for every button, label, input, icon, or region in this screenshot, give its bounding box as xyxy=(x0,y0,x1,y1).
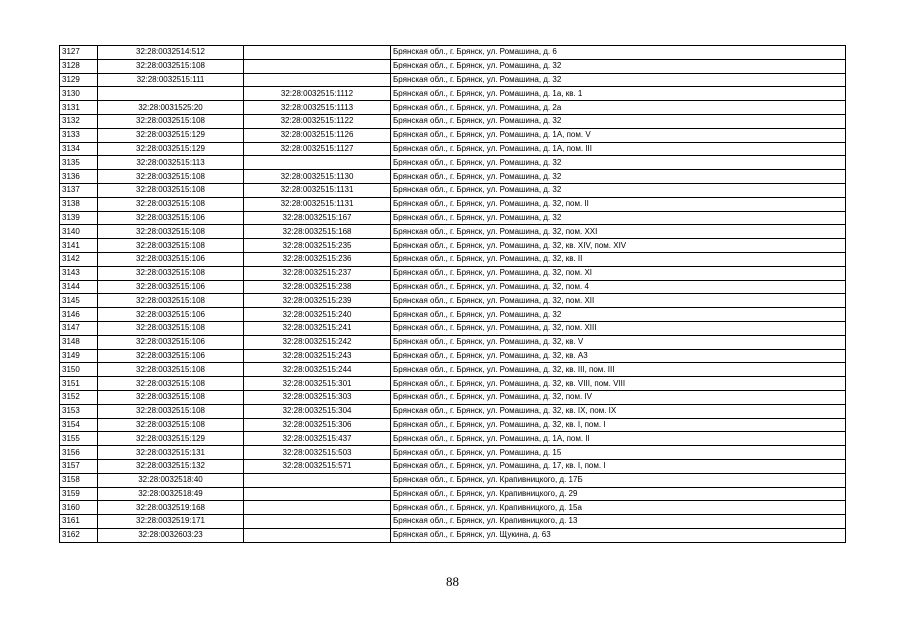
row-number-cell: 3143 xyxy=(60,266,98,280)
row-number-cell: 3154 xyxy=(60,418,98,432)
table-row xyxy=(60,308,846,322)
row-number-cell: 3138 xyxy=(60,197,98,211)
address-cell: Брянская обл., г. Брянск, ул. Ромашина, д. 15 xyxy=(391,446,846,460)
cadastral-number-cell: 32:28:0032515:108 xyxy=(98,114,244,128)
sub-cadastral-number-cell: 32:28:0032515:235 xyxy=(244,239,391,253)
row-number-cell: 3160 xyxy=(60,501,98,515)
address-cell: Брянская обл., г. Брянск, ул. Ромашина, д. 32 xyxy=(391,170,846,184)
address-cell: Брянская обл., г. Брянск, ул. Ромашина, д. 32, пом. II xyxy=(391,197,846,211)
sub-cadastral-number-cell xyxy=(244,501,391,515)
cadastral-number-cell: 32:28:0031525:20 xyxy=(98,101,244,115)
row-number-cell: 3155 xyxy=(60,432,98,446)
sub-cadastral-number-cell: 32:28:0032515:503 xyxy=(244,446,391,460)
address-cell: Брянская обл., г. Брянск, ул. Ромашина, д. 32, пом. IV xyxy=(391,390,846,404)
table-row xyxy=(60,239,846,253)
table-row xyxy=(60,432,846,446)
cadastral-number-cell: 32:28:0032515:106 xyxy=(98,252,244,266)
sub-cadastral-number-cell xyxy=(244,515,391,529)
sub-cadastral-number-cell: 32:28:0032515:236 xyxy=(244,252,391,266)
row-number-cell: 3147 xyxy=(60,321,98,335)
row-number-cell: 3131 xyxy=(60,101,98,115)
table-row xyxy=(60,101,846,115)
table-row xyxy=(60,377,846,391)
sub-cadastral-number-cell: 32:28:0032515:571 xyxy=(244,459,391,473)
address-cell: Брянская обл., г. Брянск, ул. Ромашина, д. 32, кв. III, пом. III xyxy=(391,363,846,377)
address-cell: Брянская обл., г. Брянск, ул. Ромашина, д. 32 xyxy=(391,308,846,322)
table-row xyxy=(60,446,846,460)
row-number-cell: 3133 xyxy=(60,128,98,142)
cadastral-number-cell: 32:28:0032515:108 xyxy=(98,418,244,432)
row-number-cell: 3136 xyxy=(60,170,98,184)
row-number-cell: 3132 xyxy=(60,114,98,128)
table-row xyxy=(60,473,846,487)
sub-cadastral-number-cell xyxy=(244,487,391,501)
row-number-cell: 3159 xyxy=(60,487,98,501)
sub-cadastral-number-cell: 32:28:0032515:1127 xyxy=(244,142,391,156)
cadastral-number-cell: 32:28:0032515:108 xyxy=(98,225,244,239)
table-row xyxy=(60,128,846,142)
address-cell: Брянская обл., г. Брянск, ул. Ромашина, д. 2а xyxy=(391,101,846,115)
sub-cadastral-number-cell: 32:28:0032515:1113 xyxy=(244,101,391,115)
address-cell: Брянская обл., г. Брянск, ул. Ромашина, д. 32 xyxy=(391,59,846,73)
cadastral-number-cell: 32:28:0032519:168 xyxy=(98,501,244,515)
cadastral-number-cell: 32:28:0032519:171 xyxy=(98,515,244,529)
address-cell: Брянская обл., г. Брянск, ул. Щукина, д. 63 xyxy=(391,528,846,542)
address-cell: Брянская обл., г. Брянск, ул. Ромашина, д. 32, пом. 4 xyxy=(391,280,846,294)
address-cell: Брянская обл., г. Брянск, ул. Ромашина, д. 32 xyxy=(391,183,846,197)
sub-cadastral-number-cell: 32:28:0032515:167 xyxy=(244,211,391,225)
table-row xyxy=(60,349,846,363)
sub-cadastral-number-cell: 32:28:0032515:242 xyxy=(244,335,391,349)
address-cell: Брянская обл., г. Брянск, ул. Ромашина, д. 32, кв. VIII, пом. VIII xyxy=(391,377,846,391)
address-cell: Брянская обл., г. Брянск, ул. Крапивницкого, д. 17Б xyxy=(391,473,846,487)
cadastral-number-cell: 32:28:0032515:108 xyxy=(98,363,244,377)
sub-cadastral-number-cell xyxy=(244,46,391,60)
property-registry-table xyxy=(59,45,846,543)
sub-cadastral-number-cell: 32:28:0032515:437 xyxy=(244,432,391,446)
cadastral-number-cell: 32:28:0032515:132 xyxy=(98,459,244,473)
sub-cadastral-number-cell: 32:28:0032515:243 xyxy=(244,349,391,363)
cadastral-number-cell: 32:28:0032515:129 xyxy=(98,142,244,156)
address-cell: Брянская обл., г. Брянск, ул. Ромашина, д. 32, пом. XII xyxy=(391,294,846,308)
sub-cadastral-number-cell xyxy=(244,59,391,73)
table-row xyxy=(60,59,846,73)
cadastral-number-cell: 32:28:0032515:108 xyxy=(98,377,244,391)
cadastral-number-cell: 32:28:0032515:129 xyxy=(98,128,244,142)
row-number-cell: 3135 xyxy=(60,156,98,170)
cadastral-number-cell: 32:28:0032515:108 xyxy=(98,266,244,280)
table-row xyxy=(60,252,846,266)
cadastral-number-cell: 32:28:0032515:129 xyxy=(98,432,244,446)
address-cell: Брянская обл., г. Брянск, ул. Ромашина, д. 32, пом. XIII xyxy=(391,321,846,335)
sub-cadastral-number-cell: 32:28:0032515:168 xyxy=(244,225,391,239)
address-cell: Брянская обл., г. Брянск, ул. Ромашина, д. 32, кв. I, пом. I xyxy=(391,418,846,432)
row-number-cell: 3156 xyxy=(60,446,98,460)
cadastral-number-cell xyxy=(98,87,244,101)
table-row xyxy=(60,404,846,418)
row-number-cell: 3146 xyxy=(60,308,98,322)
sub-cadastral-number-cell: 32:28:0032515:306 xyxy=(244,418,391,432)
sub-cadastral-number-cell: 32:28:0032515:244 xyxy=(244,363,391,377)
cadastral-number-cell: 32:28:0032518:40 xyxy=(98,473,244,487)
cadastral-number-cell: 32:28:0032515:111 xyxy=(98,73,244,87)
address-cell: Брянская обл., г. Брянск, ул. Ромашина, д. 32, кв. V xyxy=(391,335,846,349)
address-cell: Брянская обл., г. Брянск, ул. Ромашина, д. 6 xyxy=(391,46,846,60)
address-cell: Брянская обл., г. Брянск, ул. Крапивницкого, д. 29 xyxy=(391,487,846,501)
table-row xyxy=(60,170,846,184)
address-cell: Брянская обл., г. Брянск, ул. Ромашина, д. 32 xyxy=(391,73,846,87)
table-row xyxy=(60,87,846,101)
address-cell: Брянская обл., г. Брянск, ул. Ромашина, д. 32, кв. XIV, пом. XIV xyxy=(391,239,846,253)
cadastral-number-cell: 32:28:0032515:131 xyxy=(98,446,244,460)
table-row xyxy=(60,225,846,239)
address-cell: Брянская обл., г. Брянск, ул. Ромашина, д. 32 xyxy=(391,156,846,170)
row-number-cell: 3162 xyxy=(60,528,98,542)
row-number-cell: 3161 xyxy=(60,515,98,529)
sub-cadastral-number-cell: 32:28:0032515:1126 xyxy=(244,128,391,142)
row-number-cell: 3144 xyxy=(60,280,98,294)
sub-cadastral-number-cell: 32:28:0032515:241 xyxy=(244,321,391,335)
cadastral-number-cell: 32:28:0032515:108 xyxy=(98,197,244,211)
cadastral-number-cell: 32:28:0032515:106 xyxy=(98,349,244,363)
cadastral-number-cell: 32:28:0032518:49 xyxy=(98,487,244,501)
sub-cadastral-number-cell: 32:28:0032515:1131 xyxy=(244,183,391,197)
table-row xyxy=(60,114,846,128)
cadastral-number-cell: 32:28:0032515:106 xyxy=(98,211,244,225)
address-cell: Брянская обл., г. Брянск, ул. Ромашина, д. 1а, кв. 1 xyxy=(391,87,846,101)
sub-cadastral-number-cell: 32:28:0032515:304 xyxy=(244,404,391,418)
table-row xyxy=(60,390,846,404)
cadastral-number-cell: 32:28:0032515:106 xyxy=(98,308,244,322)
table-row xyxy=(60,73,846,87)
row-number-cell: 3139 xyxy=(60,211,98,225)
sub-cadastral-number-cell: 32:28:0032515:1122 xyxy=(244,114,391,128)
table-row xyxy=(60,321,846,335)
table-row xyxy=(60,335,846,349)
row-number-cell: 3151 xyxy=(60,377,98,391)
sub-cadastral-number-cell: 32:28:0032515:301 xyxy=(244,377,391,391)
address-cell: Брянская обл., г. Брянск, ул. Ромашина, д. 32, пом. XXI xyxy=(391,225,846,239)
cadastral-number-cell: 32:28:0032515:108 xyxy=(98,183,244,197)
sub-cadastral-number-cell: 32:28:0032515:1130 xyxy=(244,170,391,184)
address-cell: Брянская обл., г. Брянск, ул. Крапивницкого, д. 13 xyxy=(391,515,846,529)
cadastral-number-cell: 32:28:0032515:108 xyxy=(98,390,244,404)
table-row xyxy=(60,528,846,542)
address-cell: Брянская обл., г. Брянск, ул. Ромашина, д. 1А, пом. V xyxy=(391,128,846,142)
row-number-cell: 3153 xyxy=(60,404,98,418)
table-row xyxy=(60,156,846,170)
table-row xyxy=(60,46,846,60)
table-row xyxy=(60,487,846,501)
sub-cadastral-number-cell xyxy=(244,156,391,170)
sub-cadastral-number-cell: 32:28:0032515:1112 xyxy=(244,87,391,101)
sub-cadastral-number-cell xyxy=(244,528,391,542)
row-number-cell: 3128 xyxy=(60,59,98,73)
table-row xyxy=(60,363,846,377)
row-number-cell: 3141 xyxy=(60,239,98,253)
row-number-cell: 3152 xyxy=(60,390,98,404)
cadastral-number-cell: 32:28:0032515:108 xyxy=(98,404,244,418)
address-cell: Брянская обл., г. Брянск, ул. Ромашина, д. 1А, пом. III xyxy=(391,142,846,156)
address-cell: Брянская обл., г. Брянск, ул. Ромашина, д. 17, кв. I, пом. I xyxy=(391,459,846,473)
table-row xyxy=(60,418,846,432)
table-row xyxy=(60,501,846,515)
sub-cadastral-number-cell: 32:28:0032515:238 xyxy=(244,280,391,294)
cadastral-number-cell: 32:28:0032514:512 xyxy=(98,46,244,60)
address-cell: Брянская обл., г. Брянск, ул. Ромашина, д. 32 xyxy=(391,114,846,128)
registry-table-body xyxy=(60,46,846,543)
cadastral-number-cell: 32:28:0032515:108 xyxy=(98,294,244,308)
address-cell: Брянская обл., г. Брянск, ул. Ромашина, д. 32, кв. А3 xyxy=(391,349,846,363)
table-row xyxy=(60,197,846,211)
table-row xyxy=(60,211,846,225)
cadastral-number-cell: 32:28:0032515:108 xyxy=(98,59,244,73)
row-number-cell: 3158 xyxy=(60,473,98,487)
address-cell: Брянская обл., г. Брянск, ул. Ромашина, д. 32, пом. XI xyxy=(391,266,846,280)
table-row xyxy=(60,515,846,529)
row-number-cell: 3140 xyxy=(60,225,98,239)
table-row xyxy=(60,294,846,308)
sub-cadastral-number-cell: 32:28:0032515:237 xyxy=(244,266,391,280)
row-number-cell: 3134 xyxy=(60,142,98,156)
page-number: 88 xyxy=(446,574,459,589)
table-row xyxy=(60,280,846,294)
cadastral-number-cell: 32:28:0032515:106 xyxy=(98,280,244,294)
row-number-cell: 3127 xyxy=(60,46,98,60)
address-cell: Брянская обл., г. Брянск, ул. Ромашина, д. 32 xyxy=(391,211,846,225)
row-number-cell: 3145 xyxy=(60,294,98,308)
row-number-cell: 3150 xyxy=(60,363,98,377)
row-number-cell: 3130 xyxy=(60,87,98,101)
table-row xyxy=(60,459,846,473)
row-number-cell: 3142 xyxy=(60,252,98,266)
address-cell: Брянская обл., г. Брянск, ул. Ромашина, д. 32, кв. IX, пом. IX xyxy=(391,404,846,418)
sub-cadastral-number-cell xyxy=(244,73,391,87)
sub-cadastral-number-cell: 32:28:0032515:239 xyxy=(244,294,391,308)
row-number-cell: 3129 xyxy=(60,73,98,87)
address-cell: Брянская обл., г. Брянск, ул. Крапивницкого, д. 15а xyxy=(391,501,846,515)
cadastral-number-cell: 32:28:0032515:106 xyxy=(98,335,244,349)
table-row xyxy=(60,266,846,280)
sub-cadastral-number-cell: 32:28:0032515:1131 xyxy=(244,197,391,211)
cadastral-number-cell: 32:28:0032515:108 xyxy=(98,170,244,184)
row-number-cell: 3137 xyxy=(60,183,98,197)
sub-cadastral-number-cell xyxy=(244,473,391,487)
address-cell: Брянская обл., г. Брянск, ул. Ромашина, д. 32, кв. II xyxy=(391,252,846,266)
cadastral-number-cell: 32:28:0032515:113 xyxy=(98,156,244,170)
address-cell: Брянская обл., г. Брянск, ул. Ромашина, д. 1А, пом. II xyxy=(391,432,846,446)
table-row xyxy=(60,142,846,156)
row-number-cell: 3148 xyxy=(60,335,98,349)
sub-cadastral-number-cell: 32:28:0032515:240 xyxy=(244,308,391,322)
cadastral-number-cell: 32:28:0032515:108 xyxy=(98,239,244,253)
cadastral-number-cell: 32:28:0032515:108 xyxy=(98,321,244,335)
cadastral-number-cell: 32:28:0032603:23 xyxy=(98,528,244,542)
row-number-cell: 3149 xyxy=(60,349,98,363)
table-row xyxy=(60,183,846,197)
sub-cadastral-number-cell: 32:28:0032515:303 xyxy=(244,390,391,404)
row-number-cell: 3157 xyxy=(60,459,98,473)
